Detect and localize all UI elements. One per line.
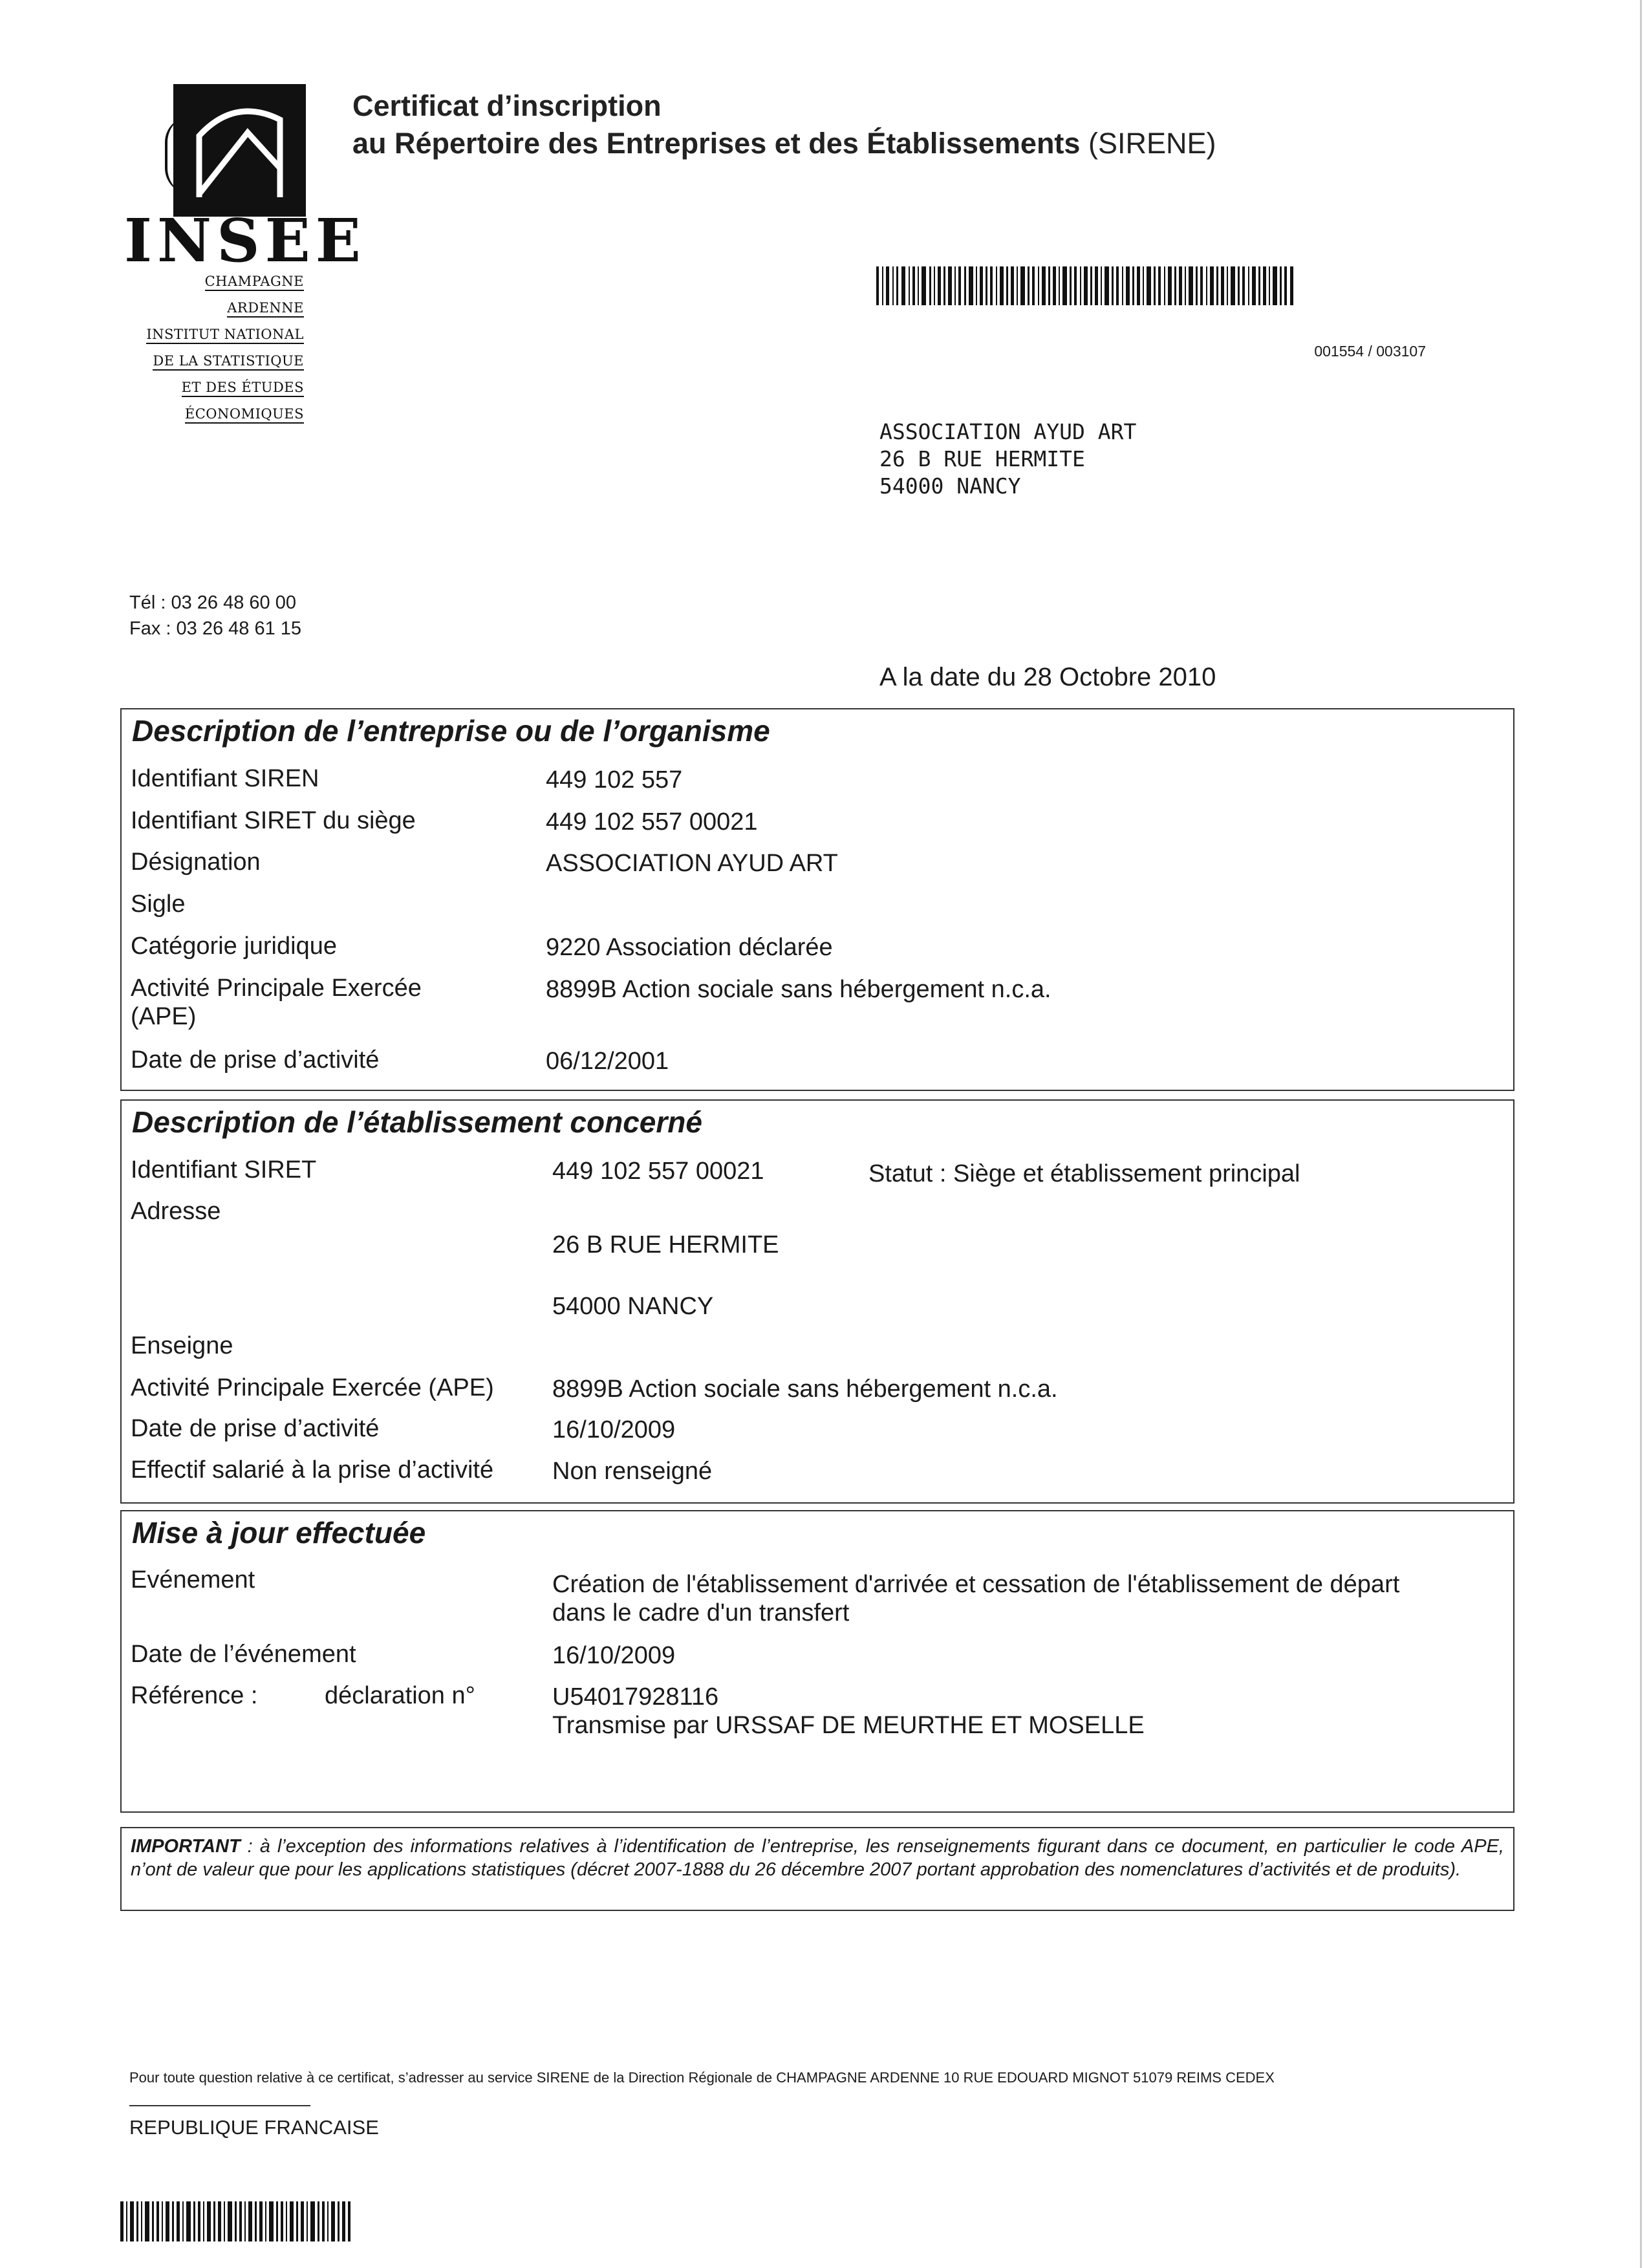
effectif-value: Non renseigné [552,1458,713,1485]
sigle-label: Sigle [131,891,186,918]
barcode-top [876,266,1293,305]
reference-label: Référence : [131,1682,258,1709]
designation-label: Désignation [131,848,261,876]
designation-value: ASSOCIATION AYUD ART [546,850,838,877]
ape-label-line2: (APE) [131,1003,197,1030]
important-text: : à l’exception des informations relatives à l’identification de l’entreprise, les renseignements figurant dans ce document, en particulier le code APE, n’ont de valeur que pour les applications statistiques (décret 2007-1888 du 26 décembre 2007 portant approbation des nomenclatures d’activités et de produits). [131,1836,1504,1881]
scan-edge [1640,0,1642,2268]
logo-line-2: ARDENNE [227,301,304,318]
date-evenement-label: Date de l’événement [131,1641,356,1668]
document-date: A la date du 28 Octobre 2010 [879,663,1216,691]
logo-line-1: CHAMPAGNE [205,275,304,291]
section-title: Description de l’entreprise ou de l’organisme [132,714,770,748]
footer-contact-note: Pour toute question relative à ce certificat, s’adresser au service SIRENE de la Direction Régionale de CHAMPAGNE ARDENNE 10 RUE EDOUARD MIGNOT 51079 REIMS CEDEX [129,2069,1275,2086]
section-etablissement [120,1099,1514,1504]
footer-republic: REPUBLIQUE FRANCAISE [129,2116,379,2139]
section-entreprise [120,708,1514,1091]
ape-value: 8899B Action sociale sans hébergement n.c.a. [546,976,1051,1003]
barcode-icon [876,266,1293,305]
declaration-label: déclaration n° [325,1682,475,1709]
barcode-bottom [120,2201,350,2241]
contact-tel: Tél : 03 26 48 60 00 [129,592,296,613]
important-notice [120,1827,1514,1911]
categorie-value: 9220 Association déclarée [546,934,833,961]
siret-value: 449 102 557 00021 [552,1158,764,1185]
logo-arc-decoration [165,116,193,194]
siret-siege-label: Identifiant SIRET du siège [131,807,416,834]
section-mise-a-jour [120,1510,1514,1813]
evenement-value-line1: Création de l'établissement d'arrivée et cessation de l'établissement de départ [552,1571,1400,1598]
evenement-value-line2: dans le cadre d'un transfert [552,1599,850,1626]
adresse-line1: 26 B RUE HERMITE [552,1231,779,1258]
barcode-icon [120,2201,350,2241]
effectif-label: Effectif salarié à la prise d’activité [131,1456,494,1484]
logo-line-3: INSTITUT NATIONAL [146,328,304,344]
transmise-text: Transmise par URSSAF DE MEURTHE ET MOSELLE [552,1712,1145,1739]
section-title: Mise à jour effectuée [132,1516,426,1550]
recipient-city: 54000 NANCY [879,473,1021,499]
recipient-name: ASSOCIATION AYUD ART [879,419,1137,444]
insee-wordmark: INSEE [124,206,366,275]
declaration-value: U54017928116 [552,1683,719,1711]
ape-value: 8899B Action sociale sans hébergement n.c.a. [552,1376,1058,1403]
section-title: Description de l’établissement concerné [132,1105,702,1139]
logo-line-5: ET DES ÉTUDES [182,381,304,397]
date-activite-label: Date de prise d’activité [131,1415,380,1442]
ape-label: Activité Principale Exercée (APE) [131,1374,494,1401]
logo-line-4: DE LA STATISTIQUE [153,354,304,371]
adresse-line2: 54000 NANCY [552,1293,714,1320]
document-title-line1: Certificat d’inscription [352,89,662,122]
document-title-line2: au Répertoire des Entreprises et des Établissements (SIRENE) [352,127,1216,160]
date-evenement-value: 16/10/2009 [552,1642,676,1669]
date-activite-label: Date de prise d’activité [131,1046,380,1074]
important-label: IMPORTANT [131,1836,241,1857]
enseigne-label: Enseigne [131,1332,233,1359]
date-activite-value: 06/12/2001 [546,1048,669,1075]
siren-value: 449 102 557 [546,766,683,794]
siret-siege-value: 449 102 557 00021 [546,808,758,836]
statut-text: Statut : Siège et établissement principal [868,1160,1300,1187]
evenement-label: Evénement [131,1566,255,1593]
date-activite-value: 16/10/2009 [552,1416,676,1443]
siret-label: Identifiant SIRET [131,1156,317,1183]
footer-divider [129,2105,310,2106]
reference-number: 001554 / 003107 [1314,343,1426,360]
contact-fax: Fax : 03 26 48 61 15 [129,618,302,639]
categorie-label: Catégorie juridique [131,933,337,960]
recipient-street: 26 B RUE HERMITE [879,446,1085,471]
adresse-label: Adresse [131,1198,221,1225]
ape-label-line1: Activité Principale Exercée [131,975,422,1002]
logo-line-6: ÉCONOMIQUES [185,407,304,424]
siren-label: Identifiant SIREN [131,765,319,792]
